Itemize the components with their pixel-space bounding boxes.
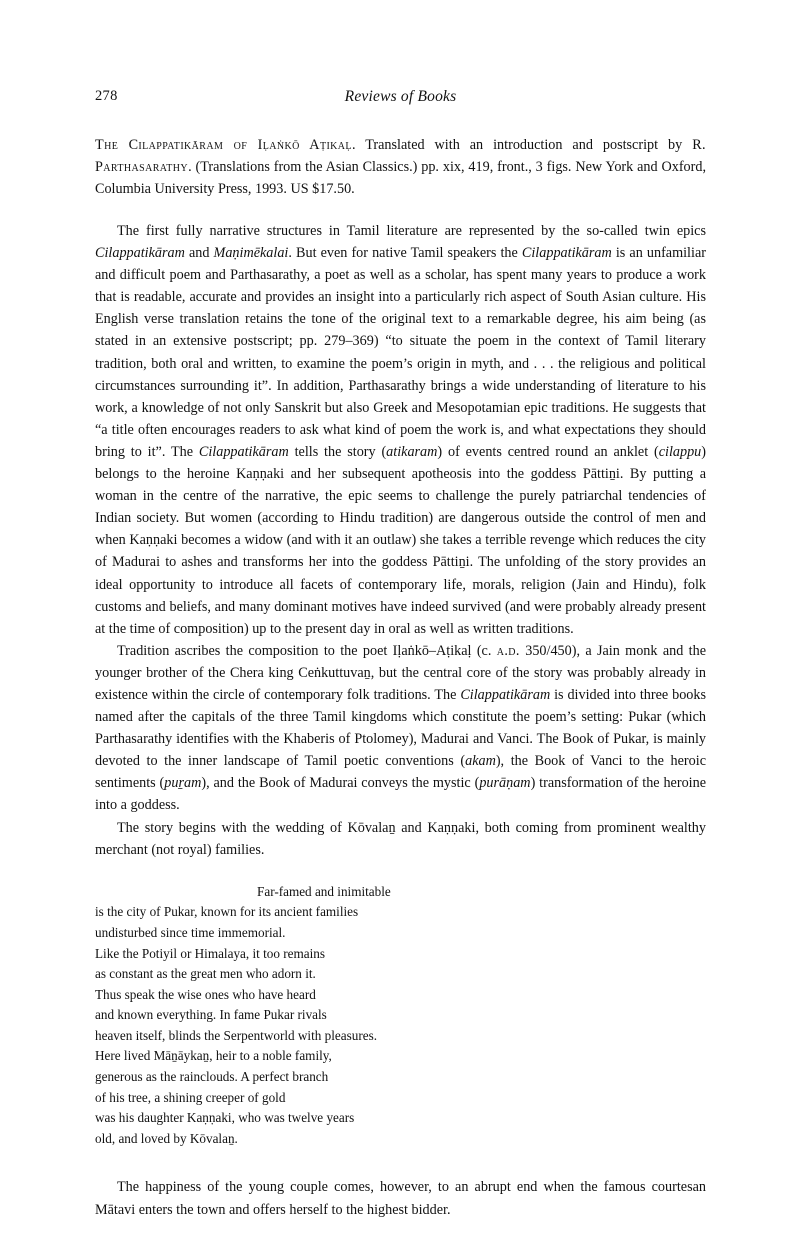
running-head [95,88,706,118]
text-run: 350/450), a Jain monk and the younger brother of the Chera king Ceṅkuttuvaṉ, but the central core of the story was probably already in existence within the circle of contemporary folk traditions. The [95,642,706,703]
text-run: Tradition ascribes the composition to the poet Iḷaṅkō–Aṭikaḷ (c. [117,642,497,659]
citation-details: . (Translations from the Asian Classics.) pp. xix, 419, front., 3 figs. New York and Oxford, Columbia University Press, 1993. US $17.50. [95,159,706,197]
text-run: ), and the Book of Madurai conveys the mystic ( [201,775,480,792]
paragraph-3: The story begins with the wedding of Kōvalaṉ and Kaṇṇaki, both coming from prominent wealthy merchant (not royal) families. [95,819,706,858]
page-content [95,0,706,1221]
page-number: 278 [95,88,118,104]
verse-line: as constant as the great men who adorn it. [95,966,316,982]
verse-line: Far-famed and inimitable [257,883,391,899]
text-run: ) transformation of the heroine into a goddess. [95,775,706,814]
citation-author: R. Parthasarathy [95,137,706,175]
italic-title: Cilappatikāram [460,686,551,703]
paragraph-1 [95,220,706,640]
verse-line: generous as the rainclouds. A perfect branch [95,1069,329,1085]
italic-term: purāṇam [479,775,531,792]
running-head-title: Reviews of Books [344,88,457,105]
verse-line: Like the Potiyil or Himalaya, it too remains [95,945,326,961]
italic-title: Cilappatikāram [95,245,185,262]
text-run: ) of events centred round an anklet ( [437,443,659,460]
book-citation [95,134,706,200]
text-run: is divided into three books named after the capitals of the three Tamil kingdoms which constitute the poem’s setting: Pukar (which Parthasarathy identifies with the Khaberis of Ptolomey), Madurai and Vanci. The Book of Pukar, is mainly devoted to the inner landscape of Tamil poetic conventions ( [95,686,706,770]
italic-term: cilappu [658,443,702,460]
verse-line: is the city of Pukar, known for its ancient families [95,904,359,920]
verse-line: Here lived Māṉāykaṉ, heir to a noble family, [95,1048,332,1064]
text-run: is an unfamiliar and difficult poem and Parthasarathy, a poet as well as a scholar, has spent many years to produce a work that is readable, accurate and provides an insight into a particularly rich aspect of South Asian culture. His English verse translation retains the tone of the original text to a remarkable degree, his aim being (as stated in an extensive postscript; pp. 279–369) “to situate the poem in the context of Tamil literary tradition, both oral and written, to examine the poem’s origin in myth, and . . . the religious and political circumstances surrounding it”. In addition, Parthasarathy brings a wide understanding of literature to his work, a knowledge of not only Sanskrit but also Greek and Mesopotamian epic traditions. He suggests that “a title often encourages readers to ask what kind of poem the work is, and what expectations they should bring to it”. The [95,245,706,460]
italic-term: puṟam [164,775,202,792]
verse-line: was his daughter Kaṇṇaki, who was twelve years [95,1110,355,1126]
citation-title-suffix: . Translated with an introduction and postscript by [351,137,693,153]
citation-title: The Cilappatikāram of Iḷaṅkō Aṭikaḷ [95,137,352,153]
text-run: ), the Book of Vanci to the heroic sentiments ( [95,753,706,792]
text-run: . But even for native Tamil speakers the [288,245,522,262]
text-run: and [184,245,214,262]
verse-quotation [95,882,706,1150]
verse-line: of his tree, a shining creeper of gold [95,1089,286,1105]
italic-term: akam [465,753,496,770]
body-text [95,220,706,861]
verse-line: old, and loved by Kōvalaṉ. [95,1130,238,1146]
text-run: tells the story ( [288,443,387,460]
verse-line: Thus speak the wise ones who have heard [95,986,316,1002]
verse-line: and known everything. In fame Pukar rivals [95,1007,327,1023]
paragraph-4: The happiness of the young couple comes, however, to an abrupt end when the famous courtesan Mātavi enters the town and offers herself to the highest bidder. [95,1179,706,1218]
text-run: ) belongs to the heroine Kaṇṇaki and her subsequent apotheosis into the goddess Pāttiṉi. By putting a woman in the centre of the narrative, the epic seems to challenge the purely patriarchal tendencies of Indian society. But women (according to Hindu tradition) are dangerous outside the control of men and when Kaṇṇaki becomes a widow (and with it an outlaw) she takes a terrible revenge which reduces the city of Madurai to ashes and transforms her into the goddess Pāttiṉi. The unfolding of the story provides an ideal opportunity to introduce all facets of contemporary life, morals, religion (Jain and Hindu), folk customs and beliefs, and many dominant motives have indeed survived (and were probably already present at the time of composition) up to the present day in oral as well as written traditions. [95,443,706,637]
paragraph-2 [95,640,706,817]
verse-line: heaven itself, blinds the Serpentworld with pleasures. [95,1027,377,1043]
italic-term: atikaram [386,443,438,460]
verse-line: undisturbed since time immemorial. [95,924,286,940]
closing-section [95,1176,706,1220]
text-run: The first fully narrative structures in Tamil literature are represented by the so-called twin epics [117,223,706,239]
italic-title: Maṇimēkalai [213,245,289,262]
italic-title: Cilappatikāram [521,245,612,262]
italic-title: Cilappatikāram [198,443,289,460]
era-abbreviation: a.d. [496,642,520,659]
